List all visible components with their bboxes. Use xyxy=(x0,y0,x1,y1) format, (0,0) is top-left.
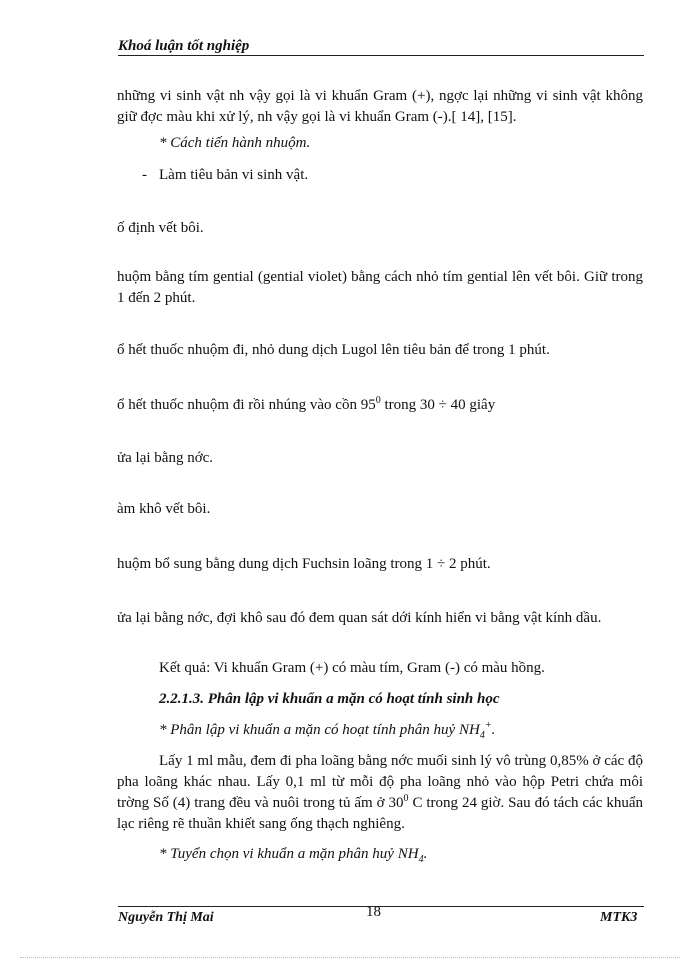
subheading-staining-procedure: * Cách tiến hành nhuộm. xyxy=(159,135,311,151)
step-crystal-violet: huộm bằng tím gential (gential violet) bằng cách nhỏ tím gential lên vết bôi. Giữ trong 1 đến 2 phút. xyxy=(117,269,643,306)
step-alcohol-time: trong 30 ÷ 40 giây xyxy=(380,397,496,413)
step-alcohol-text: ổ hết thuốc nhuộm đi rồi nhúng vào cồn 95 xyxy=(117,397,376,413)
list-item-prepare-slide xyxy=(117,165,643,186)
degree-superscript: 0 xyxy=(403,793,409,804)
footer-rule xyxy=(118,906,644,907)
step-alcohol-wash xyxy=(117,395,643,416)
method-text-cont: C trong 24 giờ. Sau đó tách các khuẩn lạc riêng rẽ thuần khiết sang ống thạch nghiêng. xyxy=(117,795,643,832)
header-rule xyxy=(118,55,644,56)
method-text: Lấy 1 ml mẫu, đem đi pha loãng bằng nớc muối sinh lý vô trùng 0,85% ở các độ pha loãng khác nhau. Lấy 0,1 ml từ mỗi độ pha loãng nhỏ vào hộp Petri chứa môi trờng Số (4) trang đều và nuôi trong tủ ấm ở 30 xyxy=(117,753,643,811)
step-rinse-water: ửa lại bằng nớc. xyxy=(117,450,214,466)
page-number: 18 xyxy=(366,904,381,920)
period: . xyxy=(491,722,496,738)
running-header: Khoá luận tốt nghiệp xyxy=(118,38,250,54)
section-heading-2-2-1-3: 2.2.1.3. Phân lập vi khuẩn a mặn có hoạt tính sinh học xyxy=(159,691,500,707)
step-rinse-observe: ửa lại bằng nớc, đợi khô sau đó đem quan sát dới kính hiển vi bằng vật kính dầu. xyxy=(117,610,602,626)
paragraph-dilution-method xyxy=(117,751,643,835)
step-fix-smear: ố định vết bôi. xyxy=(117,220,204,236)
period: . xyxy=(423,846,428,862)
paragraph-result: Kết quả: Vi khuẩn Gram (+) có màu tím, Gram (-) có màu hồng. xyxy=(159,660,545,676)
footer-author: Nguyễn Thị Mai xyxy=(118,910,214,925)
superscript-plus: + xyxy=(484,720,492,731)
list-item-text: Làm tiêu bản vi sinh vật. xyxy=(159,167,309,183)
page-bottom-dotted-edge xyxy=(20,957,680,958)
step-dry-smear: àm khô vết bôi. xyxy=(117,501,211,517)
step-fuchsin: huộm bổ sung bằng dung dịch Fuchsin loãng trong 1 ÷ 2 phút. xyxy=(117,556,491,572)
subscript-4: 4 xyxy=(479,730,485,741)
paragraph-gram-definition: những vi sinh vật nh vậy gọi là vi khuẩn Gram (+), ngợc lại những vi sinh vật không giữ đợc màu khi xử lý, nh vậy gọi là vi khuẩn Gram (-).[ 14], [15]. xyxy=(117,88,643,125)
subheading-text: * Phân lập vi khuẩn a mặn có hoạt tính phân huỷ NH xyxy=(159,722,480,738)
list-dash: - xyxy=(142,167,147,183)
subscript-4: 4 xyxy=(418,854,424,865)
step-lugol: ổ hết thuốc nhuộm đi, nhỏ dung dịch Lugol lên tiêu bản để trong 1 phút. xyxy=(117,342,550,358)
footer-class: MTK3 xyxy=(600,910,638,925)
degree-superscript: 0 xyxy=(375,395,381,406)
subheading-isolation-nh4 xyxy=(117,720,643,741)
subheading-selection-nh4 xyxy=(117,844,643,865)
subheading-text: * Tuyển chọn vi khuẩn a mặn phân huỷ NH xyxy=(159,846,419,862)
